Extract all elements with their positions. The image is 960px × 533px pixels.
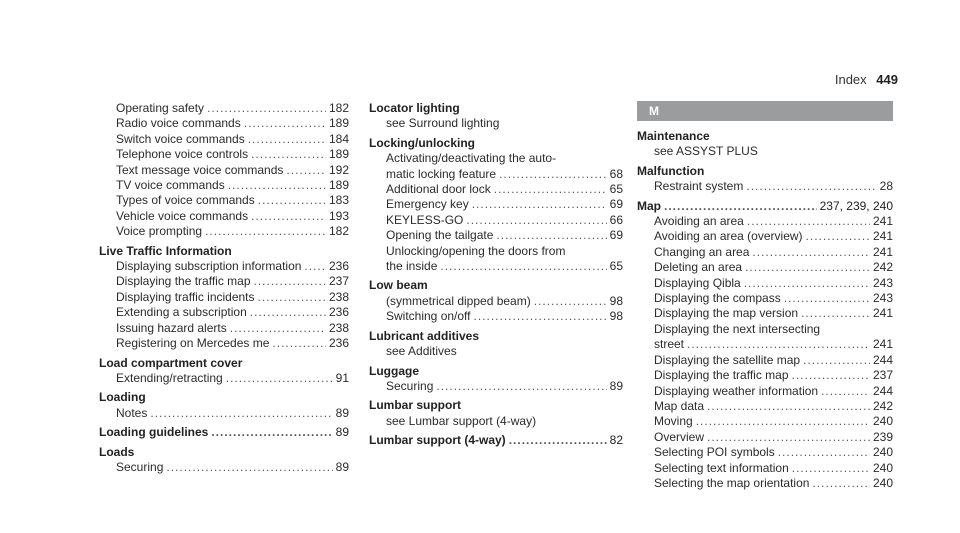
index-entry [637, 414, 893, 429]
leader-dots [166, 460, 332, 475]
index-entry-text: Map data [654, 398, 705, 413]
leader-dots [472, 197, 607, 212]
index-heading-entry [637, 199, 893, 214]
leader-dots [707, 430, 870, 445]
index-entry-text: Displaying the traffic map [116, 274, 251, 289]
header-label: Index [834, 72, 867, 87]
index-entry-text: Selecting POI symbols [654, 445, 775, 460]
leader-dots [211, 425, 332, 440]
index-heading-entry [369, 433, 623, 448]
index-entry-text: Radio voice commands [116, 116, 241, 131]
index-entry [637, 306, 893, 321]
page-ref: 240 [872, 414, 893, 429]
page-ref: 82 [609, 433, 623, 448]
page-ref: 182 [328, 101, 349, 115]
index-entry-text: Text message voice commands [116, 162, 284, 177]
leader-dots [494, 182, 607, 197]
index-heading: Luggage [369, 363, 419, 378]
leader-dots [244, 116, 326, 131]
leader-dots [258, 290, 326, 305]
page-ref: 241 [872, 229, 893, 244]
index-entry-text: Displaying Qibla [654, 275, 741, 290]
leader-dots [207, 101, 326, 116]
page-ref: 91 [335, 370, 349, 385]
index-entry-text: Issuing hazard alerts [116, 320, 227, 335]
index-entry [369, 182, 623, 197]
index-heading: Loading [99, 390, 146, 405]
page-ref: 237 [328, 274, 349, 289]
page-ref: 193 [328, 208, 349, 223]
index-column-2 [369, 101, 623, 449]
index-heading-entry [99, 425, 349, 440]
page-ref: 189 [328, 147, 349, 162]
index-heading: Maintenance [637, 129, 710, 143]
leader-dots [228, 178, 326, 193]
leader-dots [696, 414, 870, 429]
leader-dots [150, 406, 332, 421]
leader-dots [436, 379, 606, 394]
index-entry-text: Operating safety [116, 101, 205, 115]
leader-dots [803, 353, 870, 368]
index-entry-text: Avoiding an area (overview) [654, 229, 803, 244]
leader-dots [534, 294, 607, 309]
leader-dots [821, 384, 870, 399]
index-entry-text: Extending a subscription [116, 305, 247, 320]
index-entry-text: Securing [116, 459, 164, 474]
index-entry [369, 228, 623, 243]
leader-dots [752, 245, 870, 260]
index-heading: Malfunction [637, 163, 705, 178]
page-ref: 237, 239, 240 [819, 198, 893, 213]
index-entry-text: Changing an area [654, 244, 750, 259]
index-entry [99, 274, 349, 289]
index-entry [99, 460, 349, 475]
index-entry-text: Overview [654, 429, 705, 444]
page-ref: 189 [328, 116, 349, 131]
index-entry [369, 379, 623, 394]
index-heading: Lumbar support (4-way) [369, 433, 506, 448]
index-entry-text: Displaying weather information [654, 383, 819, 398]
index-entry-text: Securing [386, 378, 434, 393]
leader-dots [744, 276, 870, 291]
index-entry [99, 116, 349, 131]
see-reference: see Additives [386, 344, 457, 359]
page-ref: 89 [609, 378, 623, 393]
index-entry-text: (symmetrical dipped beam) [386, 293, 531, 308]
leader-dots [664, 199, 817, 214]
page-ref: 89 [335, 459, 349, 474]
index-entry [99, 406, 349, 421]
page-ref: 192 [328, 162, 349, 177]
leader-dots [205, 224, 326, 239]
index-entry [637, 291, 893, 306]
leader-dots [474, 309, 607, 324]
leader-dots [806, 229, 870, 244]
index-entry-text: Displaying subscription information [116, 259, 302, 274]
page-ref: 242 [872, 260, 893, 275]
index-entry-text: Extending/retracting [116, 370, 223, 385]
leader-dots [496, 228, 606, 243]
index-entry [99, 147, 349, 162]
index-entry [99, 224, 349, 239]
index-entry-text: Types of voice commands [116, 193, 255, 208]
index-entry [99, 259, 349, 274]
page-ref: 241 [872, 306, 893, 321]
page-ref: 243 [872, 291, 893, 306]
index-entry [99, 371, 349, 386]
index-entry [369, 259, 623, 274]
see-reference: see Lumbar support (4-way) [386, 413, 537, 428]
page-ref: 65 [609, 259, 623, 274]
leader-dots [440, 259, 606, 274]
index-heading: Loading guidelines [99, 425, 209, 440]
leader-dots [226, 371, 333, 386]
page-ref: 68 [609, 166, 623, 181]
index-entry-line: Displaying the next intersecting [654, 321, 821, 336]
leader-dots [801, 306, 870, 321]
leader-dots [258, 193, 326, 208]
index-entry-text: Notes [116, 405, 148, 420]
page-ref: 236 [328, 336, 349, 351]
index-entry [637, 179, 893, 194]
index-entry [369, 294, 623, 309]
index-heading: Map [637, 198, 661, 213]
see-reference: see ASSYST PLUS [654, 144, 758, 159]
page-ref: 239 [872, 429, 893, 444]
index-entry [637, 476, 893, 491]
index-entry-line: Activating/deactivating the auto- [386, 151, 557, 166]
leader-dots [304, 259, 326, 274]
page-ref: 182 [328, 224, 349, 239]
leader-dots [792, 461, 870, 476]
index-entry-text: Moving [654, 414, 693, 429]
index-entry [99, 101, 349, 116]
page-ref: 241 [872, 337, 893, 352]
page-ref: 240 [872, 460, 893, 475]
index-entry-text: Switch voice commands [116, 131, 245, 146]
page-ref: 65 [609, 182, 623, 197]
index-entry-text: Selecting the map orientation [654, 475, 810, 490]
page-ref: 189 [328, 178, 349, 193]
index-entry [99, 132, 349, 147]
index-entry [637, 461, 893, 476]
index-entry [99, 163, 349, 178]
index-column-1 [99, 101, 349, 475]
index-entry [99, 178, 349, 193]
leader-dots [251, 147, 326, 162]
index-entry-text: Opening the tailgate [386, 228, 494, 243]
page-ref: 244 [872, 352, 893, 367]
index-entry [99, 209, 349, 224]
index-entry [369, 167, 623, 182]
index-heading: Load compartment cover [99, 355, 243, 370]
page-header [835, 72, 898, 87]
page-ref: 244 [872, 383, 893, 398]
leader-dots [272, 336, 326, 351]
index-entry [99, 336, 349, 351]
page-ref: 236 [328, 305, 349, 320]
index-entry-text: the inside [386, 259, 438, 274]
page-ref: 69 [609, 197, 623, 212]
section-letter: M [637, 101, 893, 121]
leader-dots [254, 274, 326, 289]
index-entry-text: Displaying the compass [654, 291, 781, 306]
leader-dots [778, 445, 870, 460]
index-heading: Locator lighting [369, 101, 460, 115]
page-ref: 238 [328, 320, 349, 335]
page-ref: 240 [872, 445, 893, 460]
index-entry-text: street [654, 337, 685, 352]
index-entry [637, 384, 893, 399]
page-ref: 183 [328, 193, 349, 208]
index-entry [637, 337, 893, 352]
index-heading: Loads [99, 444, 135, 459]
leader-dots [250, 305, 326, 320]
index-entry-text: Displaying the satellite map [654, 352, 801, 367]
leader-dots [707, 399, 870, 414]
index-entry-text: Telephone voice controls [116, 147, 249, 162]
index-entry [637, 260, 893, 275]
page-ref: 66 [609, 212, 623, 227]
page-ref: 236 [328, 259, 349, 274]
leader-dots [499, 167, 607, 182]
leader-dots [248, 132, 326, 147]
index-entry-text: Deleting an area [654, 260, 743, 275]
page-ref: 240 [872, 475, 893, 490]
index-entry [637, 214, 893, 229]
index-entry [369, 197, 623, 212]
index-entry-line: Unlocking/opening the doors from [386, 243, 566, 258]
page-ref: 241 [872, 214, 893, 229]
leader-dots [687, 337, 870, 352]
index-heading: Low beam [369, 278, 428, 293]
index-entry-text: matic locking feature [386, 166, 497, 181]
index-entry-text: Emergency key [386, 197, 469, 212]
page-number: 449 [876, 72, 898, 87]
index-entry-text: KEYLESS-GO [386, 212, 464, 227]
page-ref: 243 [872, 275, 893, 290]
page-ref: 241 [872, 244, 893, 259]
index-entry [99, 305, 349, 320]
leader-dots [792, 368, 870, 383]
index-entry [637, 245, 893, 260]
index-entry-text: Registering on Mercedes me [116, 336, 270, 351]
see-reference: see Surround lighting [386, 116, 500, 131]
index-entry-text: Vehicle voice commands [116, 208, 249, 223]
leader-dots [745, 260, 870, 275]
leader-dots [812, 476, 870, 491]
index-entry-text: TV voice commands [116, 178, 225, 193]
index-entry [99, 290, 349, 305]
leader-dots [286, 163, 326, 178]
page-ref: 98 [609, 309, 623, 324]
index-entry-text: Selecting text information [654, 460, 789, 475]
index-entry-text: Avoiding an area [654, 214, 744, 229]
leader-dots [784, 291, 870, 306]
index-heading: Lumbar support [369, 398, 461, 413]
index-entry [369, 309, 623, 324]
index-entry [637, 353, 893, 368]
leader-dots [747, 214, 870, 229]
index-heading: Live Traffic Information [99, 243, 232, 258]
index-entry-text: Additional door lock [386, 182, 491, 197]
leader-dots [746, 179, 876, 194]
leader-dots [509, 433, 607, 448]
index-entry [637, 445, 893, 460]
index-entry [637, 399, 893, 414]
index-entry [637, 229, 893, 244]
index-entry-text: Switching on/off [386, 309, 471, 324]
leader-dots [251, 209, 326, 224]
index-entry [369, 213, 623, 228]
page-ref: 242 [872, 398, 893, 413]
index-heading: Locking/unlocking [369, 135, 476, 150]
index-entry [637, 368, 893, 383]
page-ref: 184 [328, 131, 349, 146]
index-heading: Lubricant additives [369, 328, 480, 343]
index-entry [637, 430, 893, 445]
index-entry [99, 321, 349, 336]
index-entry-text: Displaying the traffic map [654, 368, 789, 383]
page-ref: 98 [609, 293, 623, 308]
index-entry-text: Voice prompting [116, 224, 203, 239]
index-entry-text: Displaying traffic incidents [116, 289, 255, 304]
index-entry-text: Restraint system [654, 179, 744, 194]
page-ref: 69 [609, 228, 623, 243]
index-column-3 [637, 101, 893, 491]
index-entry [637, 276, 893, 291]
page-ref: 237 [872, 368, 893, 383]
page-ref: 28 [879, 179, 893, 194]
leader-dots [466, 213, 606, 228]
page-ref: 89 [335, 405, 349, 420]
index-entry-text: Displaying the map version [654, 306, 799, 321]
page-ref: 238 [328, 289, 349, 304]
leader-dots [230, 321, 326, 336]
page-ref: 89 [335, 425, 349, 440]
index-entry [99, 193, 349, 208]
